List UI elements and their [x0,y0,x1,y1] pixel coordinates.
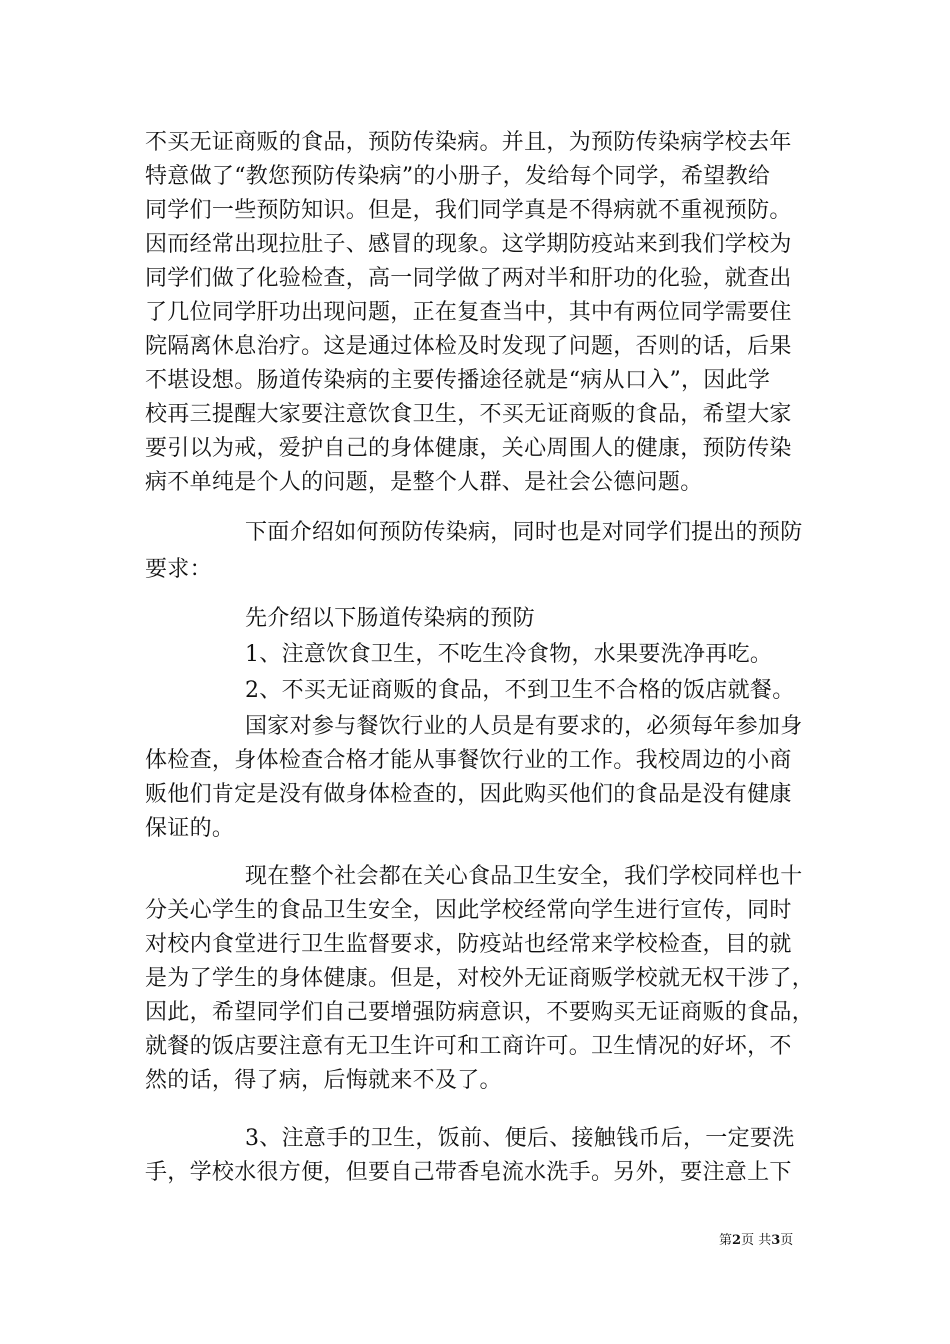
text-line: 就餐的饭店要注意有无卫生许可和工商许可。卫生情况的好坏，不 [145,1034,792,1059]
text-line: 院隔离休息治疗。这是通过体检及时发现了问题，否则的话，后果 [145,334,792,359]
footer-suffix: 页 [780,1233,794,1248]
text-line: 了几位同学肝功出现问题，正在复查当中，其中有两位同学需要住 [145,300,792,325]
text-line: 体检查，身体检查合格才能从事餐饮行业的工作。我校周边的小商 [145,748,792,773]
total-page-number: 3 [771,1233,781,1248]
text-line: 分关心学生的食品卫生安全，因此学校经常向学生进行宣传，同时 [145,898,792,923]
text-line: 因而经常出现拉肚子、感冒的现象。这学期防疫站来到我们学校为 [145,232,792,257]
text-line: 不堪设想。肠道传染病的主要传播途径就是“病从口入”，因此学 [145,368,771,393]
footer-middle: 页 共 [741,1233,772,1248]
text-line: 手，学校水很方便，但要自己带香皂流水洗手。另外，要注意上下 [145,1160,792,1185]
page-number-footer [719,1233,793,1249]
text-line: 特意做了“教您预防传染病”的小册子，发给每个同学，希望教给 [145,164,771,189]
paragraph-first-line: 国家对参与餐饮行业的人员是有要求的，必须每年参加身 [245,714,803,739]
paragraph-first-line: 先介绍以下肠道传染病的预防 [245,606,535,631]
paragraph-first-line: 下面介绍如何预防传染病，同时也是对同学们提出的预防 [245,520,803,545]
text-line: 病不单纯是个人的问题，是整个人群、是社会公德问题。 [145,470,703,495]
current-page-number: 2 [732,1233,742,1248]
paragraph-first-line: 现在整个社会都在关心食品卫生安全，我们学校同样也十 [245,864,803,889]
text-line: 然的话，得了病，后悔就来不及了。 [145,1068,502,1093]
text-line: 同学们做了化验检查，高一同学做了两对半和肝功的化验，就查出 [145,266,792,291]
text-line: 同学们一些预防知识。但是，我们同学真是不得病就不重视预防。 [145,198,792,223]
text-line: 要引以为戒，爱护自己的身体健康，关心周围人的健康，预防传染 [145,436,792,461]
text-line: 因此，希望同学们自己要增强防病意识，不要购买无证商贩的食品， [145,1000,815,1025]
text-line: 不买无证商贩的食品，预防传染病。并且，为预防传染病学校去年 [145,130,792,155]
list-item: 3、注意手的卫生，饭前、便后、接触钱币后，一定要洗 [245,1126,795,1151]
list-item: 2、不买无证商贩的食品，不到卫生不合格的饭店就餐。 [245,678,795,703]
text-line: 贩他们肯定是没有做身体检查的，因此购买他们的食品是没有健康 [145,782,792,807]
footer-prefix: 第 [719,1233,733,1248]
text-line: 保证的。 [145,816,235,841]
list-item: 1、注意饮食卫生，不吃生冷食物，水果要洗净再吃。 [245,642,773,667]
text-line: 校再三提醒大家要注意饮食卫生，不买无证商贩的食品，希望大家 [145,402,792,427]
text-line: 对校内食堂进行卫生监督要求，防疫站也经常来学校检查，目的就 [145,932,792,957]
text-line: 是为了学生的身体健康。但是，对校外无证商贩学校就无权干涉了， [145,966,815,991]
text-line: 要求： [145,557,212,582]
